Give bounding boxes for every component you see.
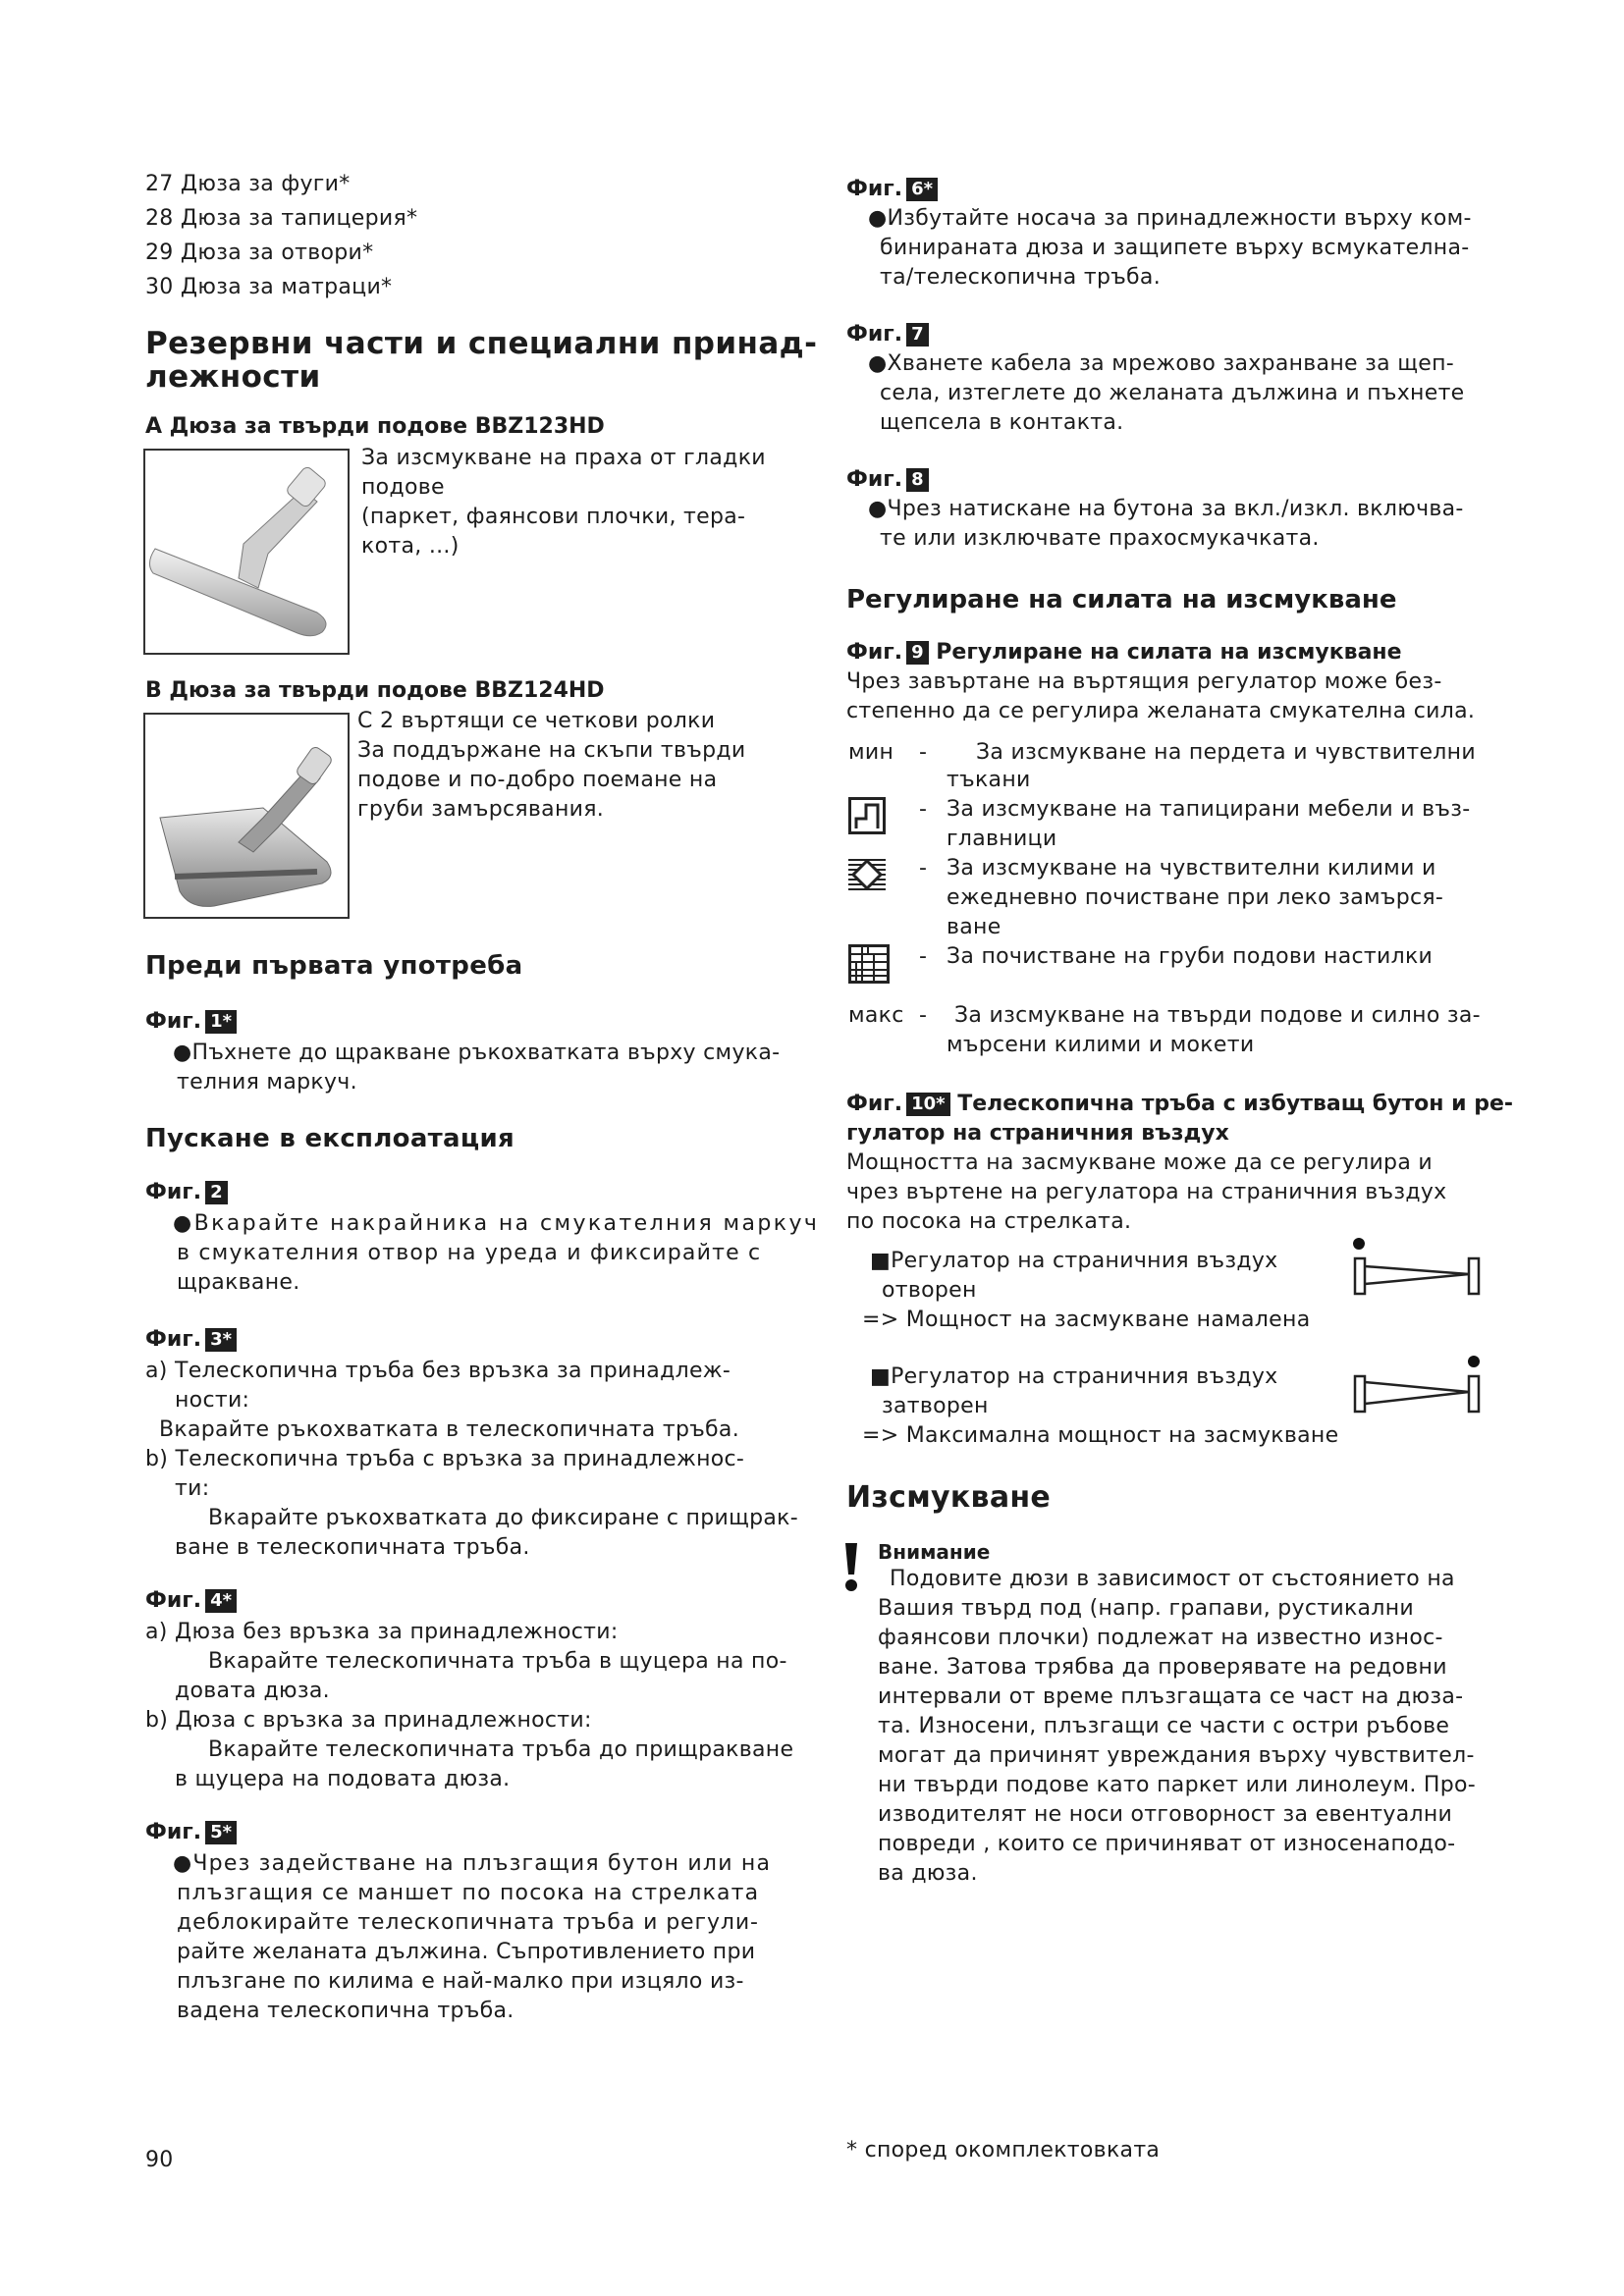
fig-2-text xyxy=(173,1209,819,1298)
fig-prefix: Фиг. xyxy=(846,640,903,665)
tube-regulator-open-icon xyxy=(1351,1235,1485,1298)
min-label: мин xyxy=(848,740,894,765)
text-line: интервали от време плъзгащата се част на дюза- xyxy=(878,1684,1464,1709)
text-line: затворен xyxy=(882,1394,989,1418)
suction-power-heading: Регулиране на силата на изсмукване xyxy=(846,585,1397,614)
carpet-icon xyxy=(848,856,886,893)
dash: - xyxy=(919,1003,928,1028)
fig-8-text xyxy=(868,495,1464,554)
text-line: Чрез завъртане на въртящия регулатор може без- xyxy=(846,669,1442,694)
text-line: За поддържане на скъпи твърди xyxy=(357,738,746,763)
nozzle-a-image xyxy=(143,449,350,655)
text-line: ти: xyxy=(175,1476,210,1501)
regulator-closed-result: => Максимална мощност на засмукване xyxy=(862,1423,1339,1448)
text-line: ●Чрез натискане на бутона за вкл./изкл. включва- xyxy=(868,497,1464,521)
text-line: a) Дюза без връзка за принадлежности: xyxy=(145,1620,619,1644)
text-line: подове xyxy=(361,475,445,500)
text-line: та/телескопична тръба. xyxy=(880,265,1162,290)
fig-5-text xyxy=(173,1849,771,2026)
text-line: груби замърсявания. xyxy=(357,797,605,822)
fig-7-label xyxy=(846,320,929,349)
text-line: За изсмукване на пердета и чувствителни xyxy=(976,740,1476,765)
fig-prefix: Фиг. xyxy=(145,1820,202,1844)
text-line: села, изтеглете до желаната дължина и пъхнете xyxy=(880,381,1465,405)
text-line: За изсмукване на чувствителни килими и xyxy=(947,856,1436,881)
text-line: Вашия твърд под (напр. грапави, рустикални xyxy=(878,1596,1414,1621)
text-line: ване в телескопичната тръба. xyxy=(175,1535,530,1560)
fig-9-text xyxy=(846,667,1475,726)
text-line: довата дюза. xyxy=(175,1679,330,1703)
text-line: могат да причинят увреждания върху чувствител- xyxy=(878,1743,1475,1768)
carpet-description xyxy=(947,854,1443,942)
fig-badge: 6* xyxy=(906,178,938,201)
text-line: Мощността на засмукване може да се регулира и xyxy=(846,1150,1433,1175)
text-line: ни твърди подове като паркет или линолеум. Про- xyxy=(878,1773,1477,1797)
accessories-list xyxy=(145,167,417,304)
fig-badge: 1* xyxy=(205,1010,237,1034)
fig-10-text xyxy=(846,1148,1446,1237)
heading-line: Резервни части и специални принад- xyxy=(145,326,818,361)
before-first-use-heading: Преди първата употреба xyxy=(145,951,523,981)
text-line: ●Пъхнете до щракване ръкохватката върху смука- xyxy=(173,1041,781,1065)
text-line: ва дюза. xyxy=(878,1861,978,1886)
list-item: 29 Дюза за отвори* xyxy=(145,240,374,265)
text-line: ности: xyxy=(175,1388,250,1413)
fig-prefix: Фиг. xyxy=(145,1180,202,1204)
text-line: За изсмукване на твърди подове и силно за- xyxy=(954,1003,1481,1028)
fig-5-label xyxy=(145,1818,237,1847)
text-line: щепсела в контакта. xyxy=(880,410,1124,435)
fig-badge: 4* xyxy=(205,1589,237,1613)
regulator-closed-text xyxy=(870,1362,1278,1421)
text-line: чрез въртене на регулатора на страничния въздух xyxy=(846,1180,1447,1204)
dash: - xyxy=(919,740,928,765)
fig-prefix: Фиг. xyxy=(145,1009,202,1034)
rough-floor-icon xyxy=(848,944,890,984)
max-description xyxy=(947,1001,1481,1060)
footnote: * според окомплектовката xyxy=(846,2138,1161,2163)
fig-prefix: Фиг. xyxy=(145,1327,202,1352)
text-line: мърсени килими и мокети xyxy=(947,1033,1255,1057)
fig-badge: 7 xyxy=(906,323,929,347)
text-line: кота, ...) xyxy=(361,534,460,559)
fig-4-text xyxy=(145,1618,793,1794)
text-line: a) Телескопична тръба без връзка за принадлеж- xyxy=(145,1359,731,1383)
warning-title: Внимание xyxy=(878,1540,991,1564)
text-line: ●Вкарайте накрайника на смукателния маркуч xyxy=(173,1211,820,1236)
text-line: Вкарайте телескопичната тръба до прищракване xyxy=(208,1737,794,1762)
text-line: деблокирайте телескопичната тръба и регули- xyxy=(177,1910,759,1935)
text-line: подове и по-добро поемане на xyxy=(357,768,718,792)
heading-line: лежности xyxy=(145,359,321,395)
text-line: За изсмукване на тапицирани мебели и въз- xyxy=(947,797,1471,822)
text-line: райте желаната дължина. Съпротивлението при xyxy=(177,1940,756,1964)
min-description xyxy=(947,738,1476,793)
fig-2-label xyxy=(145,1178,228,1207)
text-line: та. Износени, плъзгащи се части с остри ръбове xyxy=(878,1714,1450,1738)
text-line: Подовите дюзи в зависимост от състоянието на xyxy=(890,1567,1455,1591)
warning-text xyxy=(878,1565,1476,1889)
commissioning-heading: Пускане в експлоатация xyxy=(145,1124,514,1153)
upholstery-icon xyxy=(848,797,886,834)
warning-icon xyxy=(842,1541,860,1592)
fig-7-text xyxy=(868,349,1465,438)
fig-10-label xyxy=(846,1090,1513,1119)
fig-6-label xyxy=(846,175,938,204)
fig-prefix: Фиг. xyxy=(145,1588,202,1613)
max-label: макс xyxy=(848,1003,904,1028)
text-line: ●Избутайте носача за принадлежности върху ком- xyxy=(868,206,1472,231)
text-line: тъкани xyxy=(947,768,1031,792)
text-line: С 2 въртящи се четкови ролки xyxy=(357,709,716,733)
text-line: фаянсови плочки) подлежат на известно износ- xyxy=(878,1626,1443,1650)
text-line: вадена телескопична тръба. xyxy=(177,1999,514,2023)
text-line: щракване. xyxy=(177,1270,300,1295)
page-number: 90 xyxy=(145,2148,174,2172)
text-line: ■Регулатор на страничния въздух xyxy=(870,1249,1278,1273)
text-line: степенно да се регулира желаната смукателна сила. xyxy=(846,699,1476,723)
fig-4-label xyxy=(145,1586,237,1616)
text-line: Вкарайте телескопичната тръба в щуцера на по- xyxy=(208,1649,787,1674)
fig-badge: 2 xyxy=(205,1181,228,1204)
fig-10-title-cont: гулатор на страничния въздух xyxy=(846,1121,1229,1146)
fig-badge: 8 xyxy=(906,468,929,492)
text-line: Вкарайте ръкохватката до фиксиране с прищрак- xyxy=(208,1506,798,1530)
dash: - xyxy=(919,856,928,881)
hard-floor-nozzle-icon xyxy=(145,451,348,653)
regulator-open-result: => Мощност на засмукване намалена xyxy=(862,1308,1311,1332)
text-line: Вкарайте ръкохватката в телескопичната тръба. xyxy=(159,1417,739,1442)
fig-badge: 9 xyxy=(906,641,929,665)
list-item: 27 Дюза за фуги* xyxy=(145,172,351,196)
list-item: 28 Дюза за тапицерия* xyxy=(145,206,418,231)
fig-badge: 3* xyxy=(205,1328,237,1352)
text-line: в щуцера на подовата дюза. xyxy=(175,1767,511,1791)
brush-floor-nozzle-icon xyxy=(145,715,348,917)
text-line: b) Телескопична тръба с връзка за принадлежнос- xyxy=(145,1447,745,1471)
text-line: ване. Затова трябва да проверявате на редовни xyxy=(878,1655,1447,1680)
text-line: ●Чрез задействане на плъзгащия бутон или на xyxy=(173,1851,772,1876)
fig-9-label xyxy=(846,638,1402,667)
upholstery-description xyxy=(947,795,1471,854)
text-line: в смукателния отвор на уреда и фиксирайте с xyxy=(177,1241,762,1265)
fig-6-text xyxy=(868,204,1472,293)
text-line: плъзгане по килима е най-малко при изцяло из- xyxy=(177,1969,744,1994)
text-line: ●Хванете кабела за мрежово захранване за щеп- xyxy=(868,351,1454,376)
text-line: (паркет, фаянсови плочки, тера- xyxy=(361,505,746,529)
fig-prefix: Фиг. xyxy=(846,467,903,492)
fig-1-label xyxy=(145,1007,237,1037)
text-line: ■Регулатор на страничния въздух xyxy=(870,1364,1278,1389)
fig-8-label xyxy=(846,465,929,495)
nozzle-b-description xyxy=(357,707,746,825)
text-line: главници xyxy=(947,827,1057,851)
text-line: ежедневно почистване при леко замърся- xyxy=(947,885,1444,910)
fig-1-text xyxy=(173,1039,780,1097)
text-line: плъзгащия се маншет по посока на стрелката xyxy=(177,1881,760,1905)
text-line: За изсмукване на праха от гладки xyxy=(361,446,766,470)
text-line: по посока на стрелката. xyxy=(846,1209,1132,1234)
fig-prefix: Фиг. xyxy=(846,1092,903,1116)
fig-10-title: Телескопична тръба с избутващ бутон и ре- xyxy=(957,1092,1514,1116)
text-line: бинираната дюза и защипете върху всмукателна- xyxy=(880,236,1470,260)
list-item: 30 Дюза за матраци* xyxy=(145,275,393,299)
text-line: ване xyxy=(947,915,1001,939)
fig-prefix: Фиг. xyxy=(846,322,903,347)
text-line: изводителят не носи отговорност за евентуални xyxy=(878,1802,1453,1827)
fig-9-title: Регулиране на силата на изсмукване xyxy=(936,640,1402,665)
nozzle-a-description xyxy=(361,444,766,561)
vacuuming-heading: Изсмукване xyxy=(846,1480,1052,1515)
text-line: телния маркуч. xyxy=(177,1070,357,1095)
fig-3-label xyxy=(145,1325,237,1355)
fig-3-text xyxy=(145,1357,798,1563)
fig-badge: 5* xyxy=(205,1821,237,1844)
nozzle-b-title: B Дюза за твърди подове BBZ124HD xyxy=(145,678,605,703)
spare-parts-heading xyxy=(145,327,817,394)
text-line: отворен xyxy=(882,1278,977,1303)
regulator-open-text xyxy=(870,1247,1278,1306)
rough-floor-description: За почистване на груби подови настилки xyxy=(947,944,1434,969)
nozzle-b-image xyxy=(143,713,350,919)
text-line: те или изключвате прахосмукачката. xyxy=(880,526,1320,551)
tube-regulator-closed-icon xyxy=(1351,1353,1485,1415)
text-line: повреди , които се причиняват от износенаподо- xyxy=(878,1832,1456,1856)
fig-badge: 10* xyxy=(906,1093,949,1116)
dash: - xyxy=(919,797,928,822)
nozzle-a-title: A Дюза за твърди подове BBZ123HD xyxy=(145,414,605,439)
fig-prefix: Фиг. xyxy=(846,177,903,201)
dash: - xyxy=(919,944,928,969)
text-line: b) Дюза с връзка за принадлежности: xyxy=(145,1708,592,1733)
